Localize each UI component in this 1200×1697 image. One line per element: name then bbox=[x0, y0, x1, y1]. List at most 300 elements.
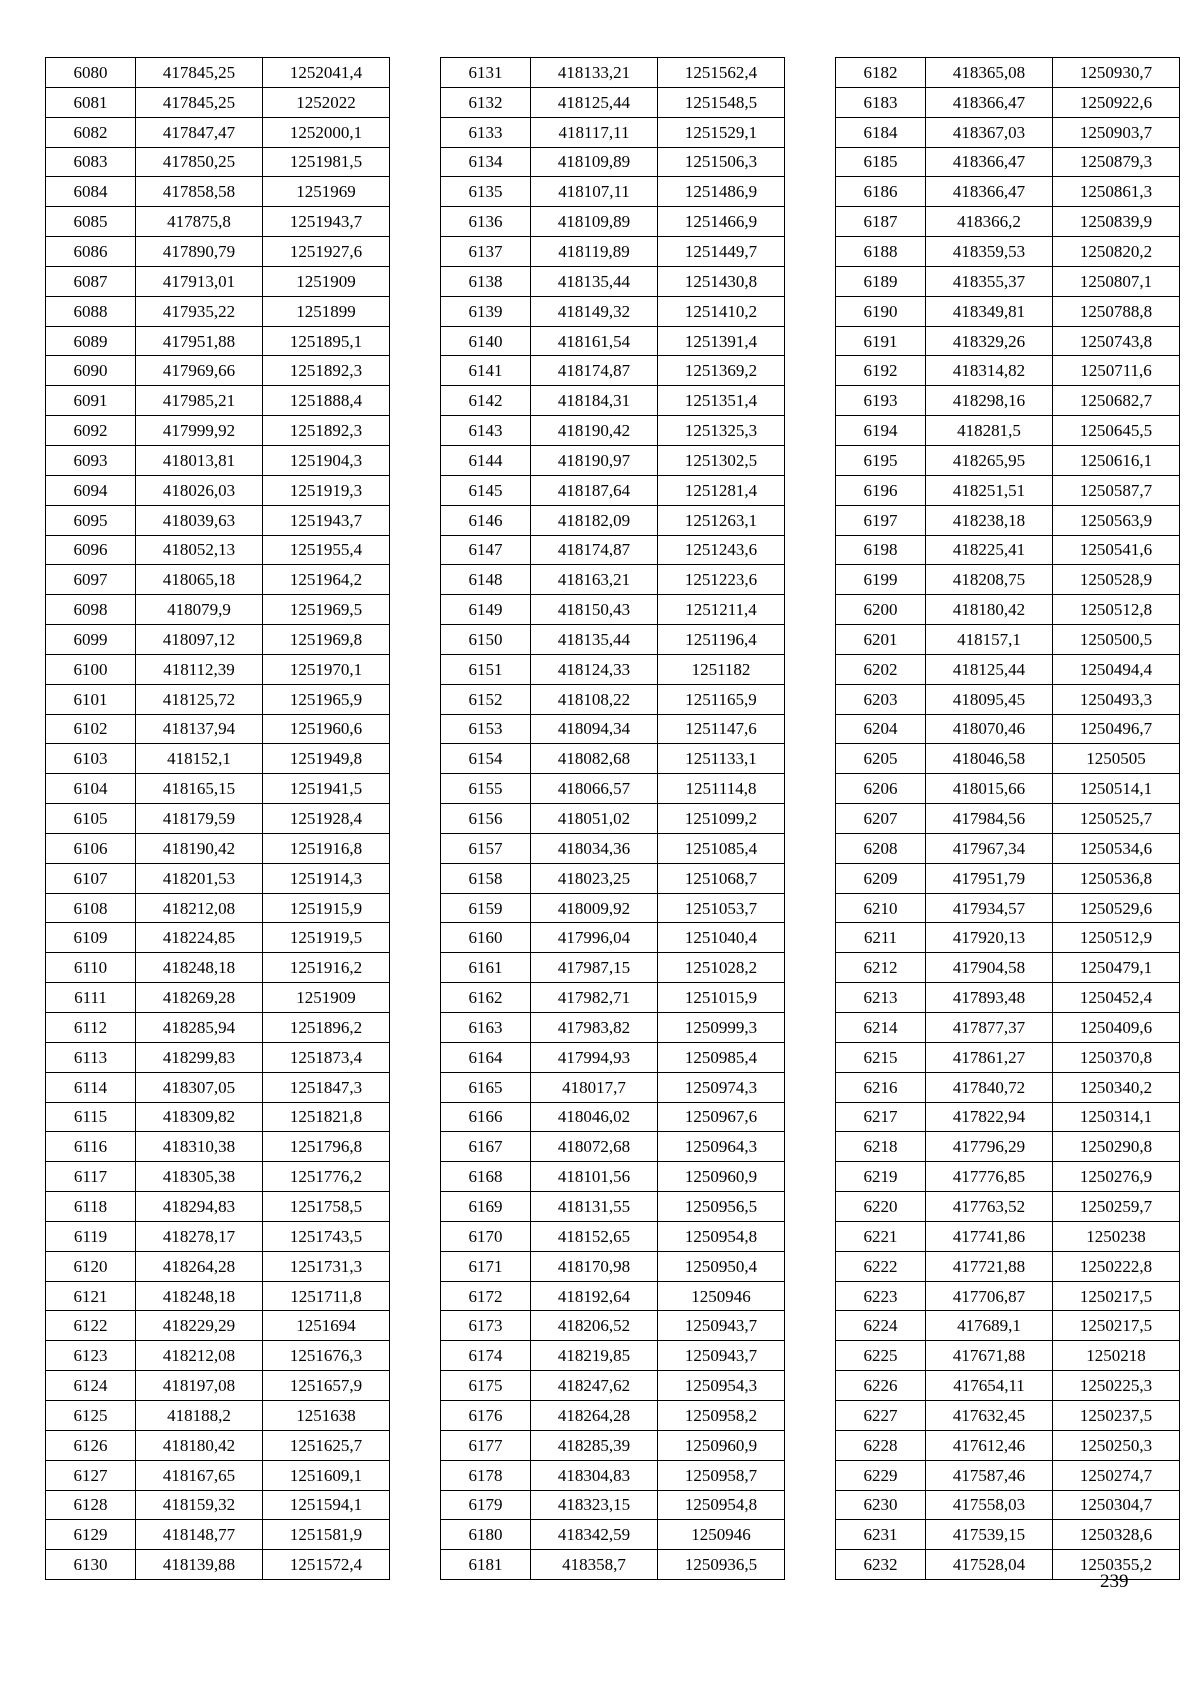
point-number-cell: 6089 bbox=[46, 326, 136, 356]
x-coordinate-cell: 417913,01 bbox=[136, 266, 263, 296]
x-coordinate-cell: 418281,5 bbox=[926, 416, 1053, 446]
y-coordinate-cell: 1251369,2 bbox=[658, 356, 785, 386]
table-row bbox=[836, 1460, 1180, 1490]
x-coordinate-cell: 418023,25 bbox=[531, 863, 658, 893]
x-coordinate-cell: 418190,97 bbox=[531, 445, 658, 475]
table-row bbox=[441, 1281, 785, 1311]
point-number-cell: 6143 bbox=[441, 416, 531, 446]
y-coordinate-cell: 1250217,5 bbox=[1053, 1281, 1180, 1311]
table-row bbox=[441, 177, 785, 207]
y-coordinate-cell: 1251969,8 bbox=[263, 625, 390, 655]
y-coordinate-cell: 1250409,6 bbox=[1053, 1013, 1180, 1043]
y-coordinate-cell: 1250958,2 bbox=[658, 1400, 785, 1430]
point-number-cell: 6200 bbox=[836, 595, 926, 625]
x-coordinate-cell: 418051,02 bbox=[531, 804, 658, 834]
point-number-cell: 6187 bbox=[836, 207, 926, 237]
y-coordinate-cell: 1250645,5 bbox=[1053, 416, 1180, 446]
table-row bbox=[441, 386, 785, 416]
table-row bbox=[836, 1013, 1180, 1043]
point-number-cell: 6210 bbox=[836, 893, 926, 923]
y-coordinate-cell: 1250237,5 bbox=[1053, 1400, 1180, 1430]
y-coordinate-cell: 1251960,6 bbox=[263, 714, 390, 744]
point-number-cell: 6158 bbox=[441, 863, 531, 893]
x-coordinate-cell: 418188,2 bbox=[136, 1400, 263, 1430]
y-coordinate-cell: 1250922,6 bbox=[1053, 87, 1180, 117]
x-coordinate-cell: 417985,21 bbox=[136, 386, 263, 416]
table-row bbox=[441, 1460, 785, 1490]
table-row bbox=[441, 535, 785, 565]
table-row bbox=[46, 684, 390, 714]
x-coordinate-cell: 418323,15 bbox=[531, 1490, 658, 1520]
y-coordinate-cell: 1250534,6 bbox=[1053, 833, 1180, 863]
point-number-cell: 6108 bbox=[46, 893, 136, 923]
point-number-cell: 6209 bbox=[836, 863, 926, 893]
x-coordinate-cell: 418264,28 bbox=[136, 1251, 263, 1281]
y-coordinate-cell: 1250494,4 bbox=[1053, 654, 1180, 684]
y-coordinate-cell: 1250218 bbox=[1053, 1341, 1180, 1371]
table-row bbox=[441, 296, 785, 326]
y-coordinate-cell: 1252000,1 bbox=[263, 117, 390, 147]
x-coordinate-cell: 418219,85 bbox=[531, 1341, 658, 1371]
point-number-cell: 6093 bbox=[46, 445, 136, 475]
x-coordinate-cell: 418251,51 bbox=[926, 475, 1053, 505]
table-row bbox=[441, 893, 785, 923]
x-coordinate-cell: 418174,87 bbox=[531, 356, 658, 386]
table-row bbox=[836, 1102, 1180, 1132]
y-coordinate-cell: 1251909 bbox=[263, 266, 390, 296]
y-coordinate-cell: 1250541,6 bbox=[1053, 535, 1180, 565]
point-number-cell: 6084 bbox=[46, 177, 136, 207]
table-row bbox=[46, 416, 390, 446]
y-coordinate-cell: 1250943,7 bbox=[658, 1341, 785, 1371]
y-coordinate-cell: 1250304,7 bbox=[1053, 1490, 1180, 1520]
point-number-cell: 6113 bbox=[46, 1042, 136, 1072]
point-number-cell: 6221 bbox=[836, 1221, 926, 1251]
point-number-cell: 6115 bbox=[46, 1102, 136, 1132]
point-number-cell: 6101 bbox=[46, 684, 136, 714]
table-row bbox=[46, 117, 390, 147]
point-number-cell: 6097 bbox=[46, 565, 136, 595]
x-coordinate-cell: 417934,57 bbox=[926, 893, 1053, 923]
x-coordinate-cell: 418247,62 bbox=[531, 1371, 658, 1401]
y-coordinate-cell: 1250314,1 bbox=[1053, 1102, 1180, 1132]
x-coordinate-cell: 418278,17 bbox=[136, 1221, 263, 1251]
y-coordinate-cell: 1250563,9 bbox=[1053, 505, 1180, 535]
point-number-cell: 6085 bbox=[46, 207, 136, 237]
point-number-cell: 6157 bbox=[441, 833, 531, 863]
x-coordinate-cell: 417893,48 bbox=[926, 983, 1053, 1013]
point-number-cell: 6217 bbox=[836, 1102, 926, 1132]
y-coordinate-cell: 1251955,4 bbox=[263, 535, 390, 565]
x-coordinate-cell: 417847,47 bbox=[136, 117, 263, 147]
point-number-cell: 6111 bbox=[46, 983, 136, 1013]
point-number-cell: 6202 bbox=[836, 654, 926, 684]
x-coordinate-cell: 417654,11 bbox=[926, 1371, 1053, 1401]
y-coordinate-cell: 1250528,9 bbox=[1053, 565, 1180, 595]
table-row bbox=[836, 326, 1180, 356]
table-row bbox=[46, 386, 390, 416]
y-coordinate-cell: 1251572,4 bbox=[263, 1550, 390, 1580]
point-number-cell: 6201 bbox=[836, 625, 926, 655]
table-row bbox=[46, 87, 390, 117]
x-coordinate-cell: 418305,38 bbox=[136, 1162, 263, 1192]
point-number-cell: 6102 bbox=[46, 714, 136, 744]
table-row bbox=[441, 445, 785, 475]
x-coordinate-cell: 417984,56 bbox=[926, 804, 1053, 834]
point-number-cell: 6090 bbox=[46, 356, 136, 386]
x-coordinate-cell: 418167,65 bbox=[136, 1460, 263, 1490]
point-number-cell: 6181 bbox=[441, 1550, 531, 1580]
table-row bbox=[836, 893, 1180, 923]
table-row bbox=[441, 595, 785, 625]
x-coordinate-cell: 418170,98 bbox=[531, 1251, 658, 1281]
point-number-cell: 6178 bbox=[441, 1460, 531, 1490]
y-coordinate-cell: 1251928,4 bbox=[263, 804, 390, 834]
x-coordinate-cell: 418359,53 bbox=[926, 237, 1053, 267]
table-row bbox=[441, 744, 785, 774]
point-number-cell: 6215 bbox=[836, 1042, 926, 1072]
point-number-cell: 6151 bbox=[441, 654, 531, 684]
table-row bbox=[836, 296, 1180, 326]
table-row bbox=[46, 1251, 390, 1281]
point-number-cell: 6118 bbox=[46, 1192, 136, 1222]
point-number-cell: 6218 bbox=[836, 1132, 926, 1162]
x-coordinate-cell: 418109,89 bbox=[531, 207, 658, 237]
y-coordinate-cell: 1251949,8 bbox=[263, 744, 390, 774]
x-coordinate-cell: 418133,21 bbox=[531, 58, 658, 88]
table-row bbox=[46, 714, 390, 744]
x-coordinate-cell: 418157,1 bbox=[926, 625, 1053, 655]
point-number-cell: 6223 bbox=[836, 1281, 926, 1311]
point-number-cell: 6179 bbox=[441, 1490, 531, 1520]
x-coordinate-cell: 417632,45 bbox=[926, 1400, 1053, 1430]
x-coordinate-cell: 417969,66 bbox=[136, 356, 263, 386]
x-coordinate-cell: 418212,08 bbox=[136, 893, 263, 923]
table-row bbox=[46, 445, 390, 475]
table-row bbox=[46, 326, 390, 356]
point-number-cell: 6145 bbox=[441, 475, 531, 505]
point-number-cell: 6197 bbox=[836, 505, 926, 535]
x-coordinate-cell: 418224,85 bbox=[136, 923, 263, 953]
y-coordinate-cell: 1251486,9 bbox=[658, 177, 785, 207]
x-coordinate-cell: 418229,29 bbox=[136, 1311, 263, 1341]
x-coordinate-cell: 418190,42 bbox=[136, 833, 263, 863]
y-coordinate-cell: 1251165,9 bbox=[658, 684, 785, 714]
x-coordinate-cell: 418135,44 bbox=[531, 266, 658, 296]
y-coordinate-cell: 1251916,8 bbox=[263, 833, 390, 863]
point-number-cell: 6098 bbox=[46, 595, 136, 625]
point-number-cell: 6213 bbox=[836, 983, 926, 1013]
table-row bbox=[46, 177, 390, 207]
table-row bbox=[836, 804, 1180, 834]
y-coordinate-cell: 1251211,4 bbox=[658, 595, 785, 625]
point-number-cell: 6144 bbox=[441, 445, 531, 475]
table-row bbox=[441, 207, 785, 237]
x-coordinate-cell: 418159,32 bbox=[136, 1490, 263, 1520]
x-coordinate-cell: 418026,03 bbox=[136, 475, 263, 505]
x-coordinate-cell: 417875,8 bbox=[136, 207, 263, 237]
y-coordinate-cell: 1250956,5 bbox=[658, 1192, 785, 1222]
x-coordinate-cell: 417612,46 bbox=[926, 1430, 1053, 1460]
x-coordinate-cell: 417796,29 bbox=[926, 1132, 1053, 1162]
y-coordinate-cell: 1251711,8 bbox=[263, 1281, 390, 1311]
table-row bbox=[46, 237, 390, 267]
y-coordinate-cell: 1250903,7 bbox=[1053, 117, 1180, 147]
table-row bbox=[836, 625, 1180, 655]
x-coordinate-cell: 417904,58 bbox=[926, 953, 1053, 983]
point-number-cell: 6140 bbox=[441, 326, 531, 356]
y-coordinate-cell: 1251909 bbox=[263, 983, 390, 1013]
x-coordinate-cell: 417706,87 bbox=[926, 1281, 1053, 1311]
x-coordinate-cell: 418309,82 bbox=[136, 1102, 263, 1132]
x-coordinate-cell: 418190,42 bbox=[531, 416, 658, 446]
table-row bbox=[441, 774, 785, 804]
table-row bbox=[46, 565, 390, 595]
x-coordinate-cell: 418184,31 bbox=[531, 386, 658, 416]
table-row bbox=[46, 1341, 390, 1371]
point-number-cell: 6134 bbox=[441, 147, 531, 177]
y-coordinate-cell: 1251449,7 bbox=[658, 237, 785, 267]
table-row bbox=[46, 595, 390, 625]
x-coordinate-cell: 417776,85 bbox=[926, 1162, 1053, 1192]
y-coordinate-cell: 1251970,1 bbox=[263, 654, 390, 684]
point-number-cell: 6204 bbox=[836, 714, 926, 744]
point-number-cell: 6104 bbox=[46, 774, 136, 804]
x-coordinate-cell: 417528,04 bbox=[926, 1550, 1053, 1580]
y-coordinate-cell: 1252022 bbox=[263, 87, 390, 117]
table-row bbox=[441, 1550, 785, 1580]
y-coordinate-cell: 1251594,1 bbox=[263, 1490, 390, 1520]
x-coordinate-cell: 418094,34 bbox=[531, 714, 658, 744]
x-coordinate-cell: 417558,03 bbox=[926, 1490, 1053, 1520]
point-number-cell: 6182 bbox=[836, 58, 926, 88]
point-number-cell: 6127 bbox=[46, 1460, 136, 1490]
table-row bbox=[441, 1341, 785, 1371]
table-row bbox=[46, 1550, 390, 1580]
x-coordinate-cell: 417539,15 bbox=[926, 1520, 1053, 1550]
point-number-cell: 6164 bbox=[441, 1042, 531, 1072]
point-number-cell: 6175 bbox=[441, 1371, 531, 1401]
y-coordinate-cell: 1251969 bbox=[263, 177, 390, 207]
point-number-cell: 6120 bbox=[46, 1251, 136, 1281]
point-number-cell: 6080 bbox=[46, 58, 136, 88]
table-row bbox=[46, 1013, 390, 1043]
table-row bbox=[836, 833, 1180, 863]
point-number-cell: 6185 bbox=[836, 147, 926, 177]
table-row bbox=[836, 1221, 1180, 1251]
y-coordinate-cell: 1250259,7 bbox=[1053, 1192, 1180, 1222]
point-number-cell: 6131 bbox=[441, 58, 531, 88]
point-number-cell: 6167 bbox=[441, 1132, 531, 1162]
point-number-cell: 6081 bbox=[46, 87, 136, 117]
x-coordinate-cell: 418179,59 bbox=[136, 804, 263, 834]
coordinate-table-2 bbox=[440, 57, 785, 1580]
x-coordinate-cell: 417861,27 bbox=[926, 1042, 1053, 1072]
table-row bbox=[836, 386, 1180, 416]
table-row bbox=[836, 1341, 1180, 1371]
x-coordinate-cell: 418101,56 bbox=[531, 1162, 658, 1192]
x-coordinate-cell: 418082,68 bbox=[531, 744, 658, 774]
y-coordinate-cell: 1251796,8 bbox=[263, 1132, 390, 1162]
point-number-cell: 6110 bbox=[46, 953, 136, 983]
y-coordinate-cell: 1250512,9 bbox=[1053, 923, 1180, 953]
table-row bbox=[836, 1400, 1180, 1430]
y-coordinate-cell: 1250936,5 bbox=[658, 1550, 785, 1580]
y-coordinate-cell: 1250807,1 bbox=[1053, 266, 1180, 296]
y-coordinate-cell: 1250967,6 bbox=[658, 1102, 785, 1132]
table-row bbox=[46, 804, 390, 834]
point-number-cell: 6172 bbox=[441, 1281, 531, 1311]
point-number-cell: 6211 bbox=[836, 923, 926, 953]
x-coordinate-cell: 417983,82 bbox=[531, 1013, 658, 1043]
table-row bbox=[836, 1430, 1180, 1460]
point-number-cell: 6105 bbox=[46, 804, 136, 834]
y-coordinate-cell: 1250479,1 bbox=[1053, 953, 1180, 983]
table-row bbox=[46, 953, 390, 983]
y-coordinate-cell: 1250711,6 bbox=[1053, 356, 1180, 386]
x-coordinate-cell: 418314,82 bbox=[926, 356, 1053, 386]
point-number-cell: 6205 bbox=[836, 744, 926, 774]
x-coordinate-cell: 418355,37 bbox=[926, 266, 1053, 296]
table-row bbox=[836, 1251, 1180, 1281]
y-coordinate-cell: 1251391,4 bbox=[658, 326, 785, 356]
table-row bbox=[46, 1281, 390, 1311]
x-coordinate-cell: 418208,75 bbox=[926, 565, 1053, 595]
x-coordinate-cell: 418365,08 bbox=[926, 58, 1053, 88]
x-coordinate-cell: 418197,08 bbox=[136, 1371, 263, 1401]
table-row bbox=[441, 1251, 785, 1281]
table-row bbox=[441, 147, 785, 177]
y-coordinate-cell: 1250496,7 bbox=[1053, 714, 1180, 744]
x-coordinate-cell: 418180,42 bbox=[136, 1430, 263, 1460]
y-coordinate-cell: 1251941,5 bbox=[263, 774, 390, 804]
y-coordinate-cell: 1250682,7 bbox=[1053, 386, 1180, 416]
x-coordinate-cell: 418070,46 bbox=[926, 714, 1053, 744]
y-coordinate-cell: 1250950,4 bbox=[658, 1251, 785, 1281]
page-number: 239 bbox=[1100, 1571, 1129, 1592]
x-coordinate-cell: 417890,79 bbox=[136, 237, 263, 267]
x-coordinate-cell: 417951,88 bbox=[136, 326, 263, 356]
x-coordinate-cell: 417850,25 bbox=[136, 147, 263, 177]
x-coordinate-cell: 418097,12 bbox=[136, 625, 263, 655]
y-coordinate-cell: 1251919,3 bbox=[263, 475, 390, 505]
point-number-cell: 6107 bbox=[46, 863, 136, 893]
y-coordinate-cell: 1250238 bbox=[1053, 1221, 1180, 1251]
point-number-cell: 6138 bbox=[441, 266, 531, 296]
table-row bbox=[836, 595, 1180, 625]
point-number-cell: 6154 bbox=[441, 744, 531, 774]
x-coordinate-cell: 418165,15 bbox=[136, 774, 263, 804]
point-number-cell: 6230 bbox=[836, 1490, 926, 1520]
x-coordinate-cell: 417845,25 bbox=[136, 87, 263, 117]
table-row bbox=[441, 475, 785, 505]
point-number-cell: 6184 bbox=[836, 117, 926, 147]
point-number-cell: 6193 bbox=[836, 386, 926, 416]
y-coordinate-cell: 1251758,5 bbox=[263, 1192, 390, 1222]
table-row bbox=[46, 744, 390, 774]
x-coordinate-cell: 418265,95 bbox=[926, 445, 1053, 475]
x-coordinate-cell: 418342,59 bbox=[531, 1520, 658, 1550]
y-coordinate-cell: 1250616,1 bbox=[1053, 445, 1180, 475]
x-coordinate-cell: 418366,47 bbox=[926, 87, 1053, 117]
y-coordinate-cell: 1251015,9 bbox=[658, 983, 785, 1013]
y-coordinate-cell: 1250954,8 bbox=[658, 1221, 785, 1251]
y-coordinate-cell: 1251302,5 bbox=[658, 445, 785, 475]
point-number-cell: 6139 bbox=[441, 296, 531, 326]
table-row bbox=[836, 654, 1180, 684]
y-coordinate-cell: 1251638 bbox=[263, 1400, 390, 1430]
point-number-cell: 6224 bbox=[836, 1311, 926, 1341]
point-number-cell: 6088 bbox=[46, 296, 136, 326]
table-row bbox=[46, 863, 390, 893]
y-coordinate-cell: 1250958,7 bbox=[658, 1460, 785, 1490]
table-row bbox=[441, 356, 785, 386]
x-coordinate-cell: 418135,44 bbox=[531, 625, 658, 655]
point-number-cell: 6203 bbox=[836, 684, 926, 714]
point-number-cell: 6199 bbox=[836, 565, 926, 595]
x-coordinate-cell: 417877,37 bbox=[926, 1013, 1053, 1043]
point-number-cell: 6137 bbox=[441, 237, 531, 267]
point-number-cell: 6132 bbox=[441, 87, 531, 117]
y-coordinate-cell: 1250505 bbox=[1053, 744, 1180, 774]
table-row bbox=[441, 1013, 785, 1043]
table-body bbox=[836, 58, 1180, 1580]
point-number-cell: 6228 bbox=[836, 1430, 926, 1460]
table-row bbox=[46, 1132, 390, 1162]
y-coordinate-cell: 1251625,7 bbox=[263, 1430, 390, 1460]
y-coordinate-cell: 1250500,5 bbox=[1053, 625, 1180, 655]
table-row bbox=[46, 296, 390, 326]
y-coordinate-cell: 1251943,7 bbox=[263, 207, 390, 237]
table-row bbox=[441, 1162, 785, 1192]
y-coordinate-cell: 1251892,3 bbox=[263, 356, 390, 386]
y-coordinate-cell: 1251914,3 bbox=[263, 863, 390, 893]
table-row bbox=[46, 1520, 390, 1550]
table-row bbox=[441, 804, 785, 834]
x-coordinate-cell: 417994,93 bbox=[531, 1042, 658, 1072]
x-coordinate-cell: 418137,94 bbox=[136, 714, 263, 744]
y-coordinate-cell: 1251351,4 bbox=[658, 386, 785, 416]
x-coordinate-cell: 417840,72 bbox=[926, 1072, 1053, 1102]
table-row bbox=[441, 953, 785, 983]
point-number-cell: 6186 bbox=[836, 177, 926, 207]
y-coordinate-cell: 1250529,6 bbox=[1053, 893, 1180, 923]
point-number-cell: 6229 bbox=[836, 1460, 926, 1490]
x-coordinate-cell: 418367,03 bbox=[926, 117, 1053, 147]
y-coordinate-cell: 1251028,2 bbox=[658, 953, 785, 983]
y-coordinate-cell: 1251981,5 bbox=[263, 147, 390, 177]
point-number-cell: 6222 bbox=[836, 1251, 926, 1281]
table-row bbox=[836, 1072, 1180, 1102]
x-coordinate-cell: 418131,55 bbox=[531, 1192, 658, 1222]
table-row bbox=[836, 953, 1180, 983]
point-number-cell: 6168 bbox=[441, 1162, 531, 1192]
point-number-cell: 6128 bbox=[46, 1490, 136, 1520]
table-row bbox=[836, 1371, 1180, 1401]
x-coordinate-cell: 418358,7 bbox=[531, 1550, 658, 1580]
y-coordinate-cell: 1250974,3 bbox=[658, 1072, 785, 1102]
table-row bbox=[836, 117, 1180, 147]
x-coordinate-cell: 418304,83 bbox=[531, 1460, 658, 1490]
table-row bbox=[441, 1192, 785, 1222]
table-row bbox=[46, 1460, 390, 1490]
y-coordinate-cell: 1250999,3 bbox=[658, 1013, 785, 1043]
table-row bbox=[441, 923, 785, 953]
point-number-cell: 6092 bbox=[46, 416, 136, 446]
y-coordinate-cell: 1251133,1 bbox=[658, 744, 785, 774]
x-coordinate-cell: 418124,33 bbox=[531, 654, 658, 684]
x-coordinate-cell: 418307,05 bbox=[136, 1072, 263, 1102]
